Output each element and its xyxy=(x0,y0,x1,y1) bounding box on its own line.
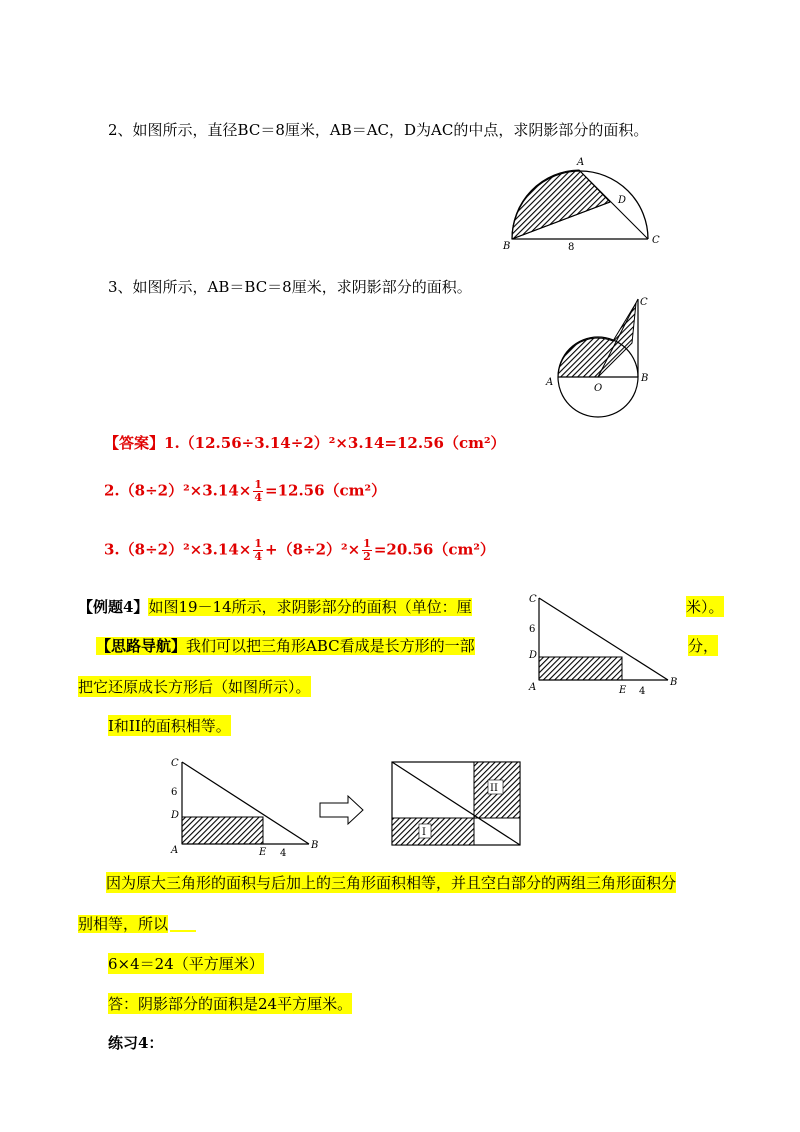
svg-text:6: 6 xyxy=(529,624,536,635)
problem2-text: 2、如图所示，直径BC＝8厘米，AB＝AC，D为AC的中点，求阴影部分的面积。 xyxy=(108,121,649,139)
answer-3: 3.（8÷2）²×3.14× $\frac{1}{4}$ +（8÷2）²× $\frac{1}{2}$ =20.56（cm²） xyxy=(104,537,495,563)
label-d: D xyxy=(618,195,627,206)
big-figure xyxy=(165,752,545,862)
example4-line-end: 米）。 xyxy=(686,598,724,616)
practice-label: 练习4： xyxy=(108,1034,164,1052)
label-c: C xyxy=(652,235,660,246)
explain-line2: 别相等，所以 xyxy=(78,913,196,934)
svg-text:C: C xyxy=(529,594,537,605)
problem3-figure xyxy=(540,295,660,425)
explain-calc: 6×4＝24（平方厘米） xyxy=(108,955,264,973)
problem3-text: 3、如图所示，AB＝BC＝8厘米，求阴影部分的面积。 xyxy=(108,278,472,296)
svg-text:4: 4 xyxy=(639,686,646,697)
svg-text:E: E xyxy=(259,847,267,858)
svg-text:C: C xyxy=(171,758,179,769)
explain-line1: 因为原大三角形的面积与后加上的三角形面积相等，并且空白部分的两组三角形面积分 xyxy=(106,874,677,892)
hint-line-end: 分， xyxy=(688,637,719,655)
example4-small-figure xyxy=(525,590,685,700)
svg-text:A: A xyxy=(529,682,537,693)
answer-1: 【答案】1.（12.56÷3.14÷2）²×3.14=12.56（cm²） xyxy=(104,434,506,452)
answer-2: 2.（8÷2）²×3.14× $\frac{1}{4}$ =12.56（cm²） xyxy=(104,478,387,504)
label-a: A xyxy=(577,157,585,168)
svg-text:D: D xyxy=(171,810,180,821)
svg-text:I: I xyxy=(422,827,426,838)
label-a: A xyxy=(546,377,554,388)
label-b: B xyxy=(641,373,649,384)
hint-line3: I和II的面积相等。 xyxy=(108,717,231,735)
problem2-figure xyxy=(500,155,670,255)
hint-line2: 把它还原成长方形后（如图所示）。 xyxy=(78,678,311,696)
svg-text:A: A xyxy=(171,845,179,856)
svg-text:B: B xyxy=(670,677,678,688)
label-b: B xyxy=(503,241,511,252)
svg-text:E: E xyxy=(619,685,627,696)
svg-text:6: 6 xyxy=(171,787,178,798)
explain-answer: 答：阴影部分的面积是24平方厘米。 xyxy=(108,995,353,1013)
label-c: C xyxy=(640,297,648,308)
svg-text:4: 4 xyxy=(280,848,287,859)
svg-text:B: B xyxy=(311,840,319,851)
svg-text:D: D xyxy=(529,650,538,661)
example4-line: 【例题4】如图19－14所示，求阴影部分的面积（单位：厘 xyxy=(78,598,472,616)
label-8: 8 xyxy=(568,242,575,253)
hint-line: 【思路导航】我们可以把三角形ABC看成是长方形的一部 xyxy=(96,637,475,655)
svg-text:II: II xyxy=(490,783,498,794)
label-o: O xyxy=(594,383,603,394)
